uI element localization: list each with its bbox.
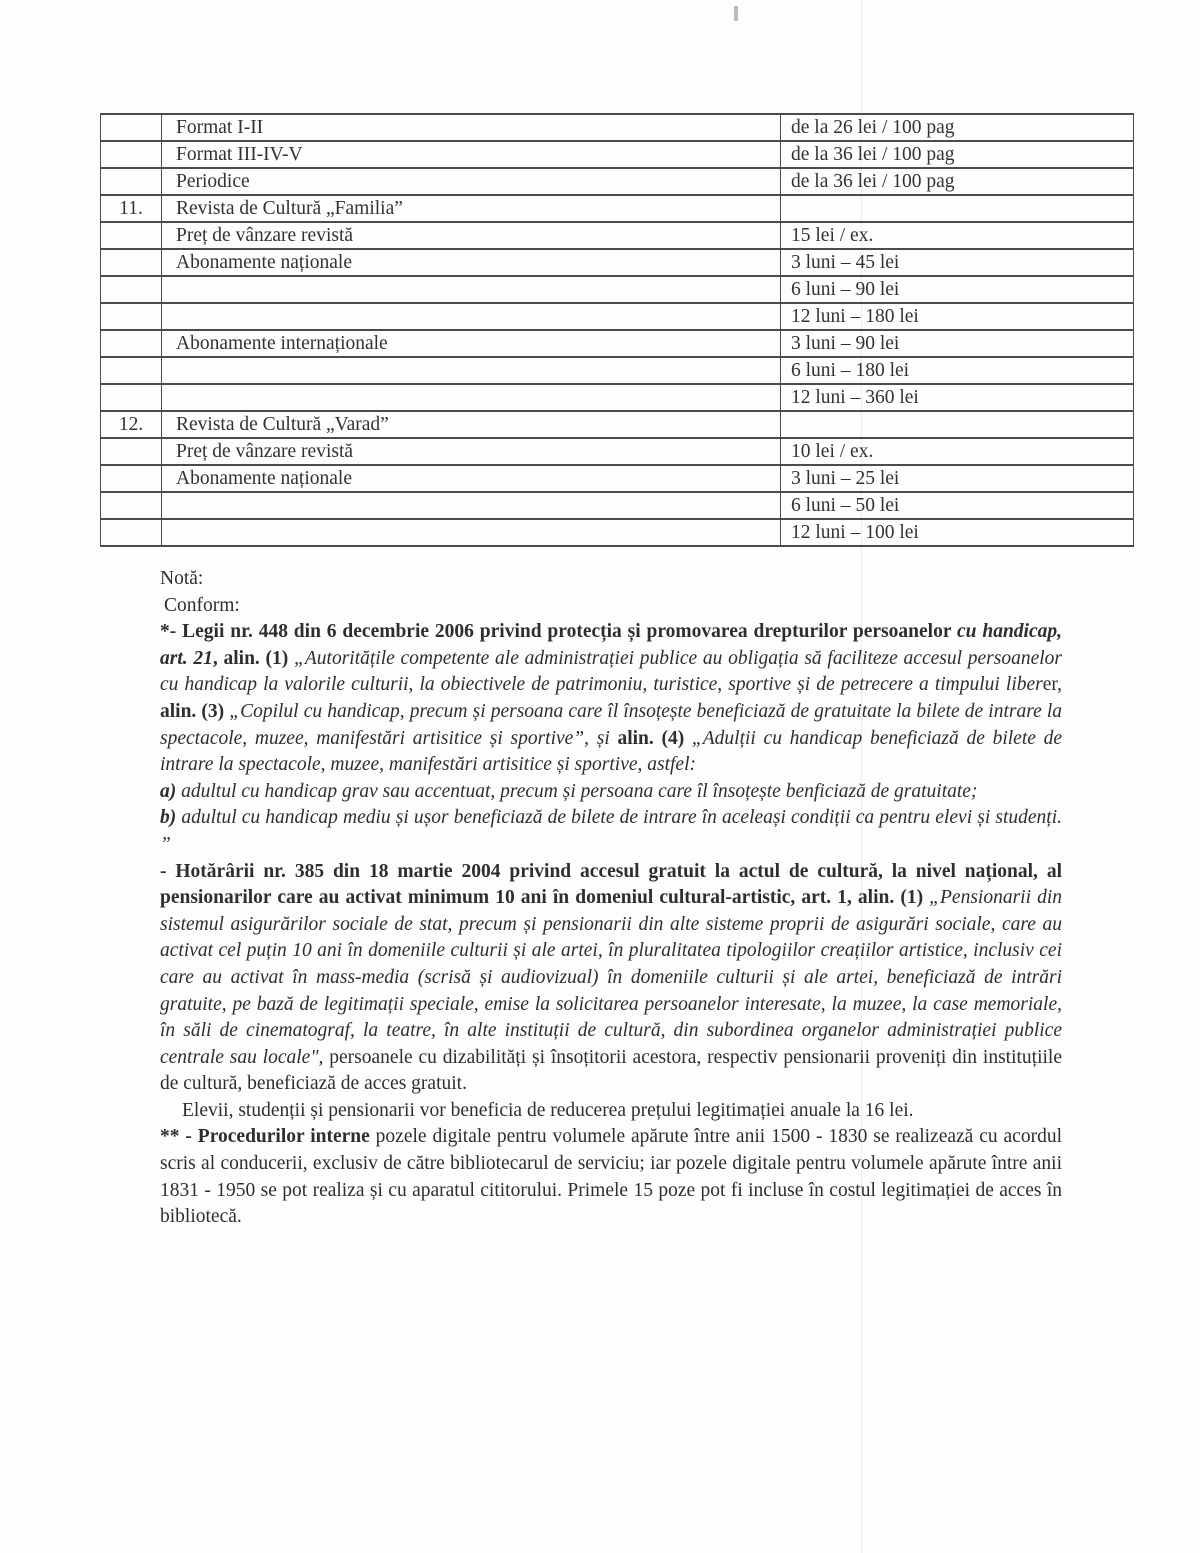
price-cell: 6 luni – 180 lei bbox=[781, 357, 1134, 384]
table-row bbox=[101, 357, 1134, 384]
table-row bbox=[101, 276, 1134, 303]
segment: - Hotărârii nr. 385 din 18 martie 2004 privind accesul gratuit la actul de cultură, la nivel național, al pensionarilor care au activat minimum 10 ani în domeniul cultural-artistic, art. 1, alin. (1) bbox=[160, 860, 1062, 909]
segment: „Pensionarii din sistemul asigurărilor sociale de stat, precum și pensionarii din alte sisteme proprii de asigurări sociale, care au activat cel puțin 10 ani în domeniile culturii și ale artei, în pluralitatea tipologiilor creațiilor artistice, inclusiv cei care au activat în mass-media (scrisă și audiovizual) în domeniile culturii și ale artei, beneficiază de intrări gratuite, pe bază de legitimații speciale, emise la solicitarea persoanelor interesate, la muzee, la case memoriale, în săli de cinematograf, la teatre, în alte instituții de cultură, din subordinea organelor administrației publice centrale sau locale", bbox=[160, 887, 1063, 1068]
conform-heading: Conform: bbox=[164, 594, 240, 616]
price-cell: 3 luni – 90 lei bbox=[781, 330, 1134, 357]
note-heading: Notă: bbox=[160, 568, 204, 589]
table-row bbox=[101, 249, 1134, 276]
price-cell: de la 26 lei / 100 pag bbox=[781, 114, 1134, 141]
item-cell bbox=[162, 492, 781, 519]
item-cell: Revista de Cultură „Varad” bbox=[162, 411, 781, 438]
segment: b) bbox=[160, 807, 177, 829]
price-table bbox=[100, 113, 1134, 547]
table-row bbox=[101, 465, 1134, 492]
price-cell bbox=[781, 195, 1134, 222]
price-cell: 3 luni – 45 lei bbox=[781, 249, 1134, 276]
table-row bbox=[101, 168, 1134, 195]
segment: „Adulții cu handicap beneficiază de bilete de intrare la spectacole, muzee, manifestări artisitice și sportive, astfel: bbox=[160, 727, 1063, 776]
price-cell: 3 luni – 25 lei bbox=[781, 465, 1134, 492]
table-row bbox=[101, 384, 1134, 411]
item-cell: Abonamente naționale bbox=[162, 465, 781, 492]
segment: *- Legii nr. 448 din 6 decembrie 2006 privind protecția și promovarea drepturilor persoanelor bbox=[160, 621, 957, 643]
row-number-cell bbox=[101, 222, 162, 249]
price-cell: 12 luni – 360 lei bbox=[781, 384, 1134, 411]
table-row bbox=[101, 492, 1134, 519]
segment: adultul cu handicap grav sau accentuat, precum și persoana care îl însoțește benficiază de gratuitate; bbox=[176, 780, 978, 802]
item-cell bbox=[162, 519, 781, 546]
item-cell: Format I-II bbox=[162, 114, 781, 141]
item-cell bbox=[162, 357, 781, 384]
segment: er, bbox=[1042, 674, 1062, 696]
item-cell: Format III-IV-V bbox=[162, 141, 781, 168]
segment: „Autoritățile competente ale administrației publice au obligația să faciliteze accesul persoanelor cu handicap la valorile culturii, la obiectivele de patrimoniu, turistice, sportive și de petrecere a timpului liber bbox=[160, 647, 1062, 696]
price-table-body bbox=[101, 114, 1134, 546]
paragraph-item-a bbox=[160, 779, 1062, 806]
table-row bbox=[101, 438, 1134, 465]
price-cell: 15 lei / ex. bbox=[781, 222, 1134, 249]
segment: adultul cu handicap mediu și ușor beneficiază de bilete de intrare în aceleași condiții ca pentru elevi și studenți. ” bbox=[160, 807, 1062, 855]
item-cell: Periodice bbox=[162, 168, 781, 195]
row-number-cell bbox=[101, 465, 162, 492]
table-row bbox=[101, 519, 1134, 546]
table-row bbox=[101, 411, 1134, 438]
table-row bbox=[101, 330, 1134, 357]
row-number-cell bbox=[101, 519, 162, 546]
price-cell: de la 36 lei / 100 pag bbox=[781, 168, 1134, 195]
item-cell bbox=[162, 276, 781, 303]
price-cell: 12 luni – 180 lei bbox=[781, 303, 1134, 330]
item-cell: Preț de vânzare revistă bbox=[162, 438, 781, 465]
segment: , alin. (1) bbox=[212, 647, 295, 669]
row-number-cell bbox=[101, 141, 162, 168]
row-number-cell bbox=[101, 330, 162, 357]
price-cell: 6 luni – 50 lei bbox=[781, 492, 1134, 519]
paragraph-decision-385 bbox=[160, 859, 1062, 1098]
row-number-cell bbox=[101, 438, 162, 465]
item-cell: Revista de Cultură „Familia” bbox=[162, 195, 781, 222]
scan-artifact-tick bbox=[734, 6, 738, 21]
table-row bbox=[101, 195, 1134, 222]
table-row bbox=[101, 141, 1134, 168]
row-number-cell bbox=[101, 303, 162, 330]
segment: „Copilul cu handicap, precum și persoana care îl însoțește beneficiază de gratuitate la bilete de intrare la spectacole, muzee, manifestări artisitice și sportive”, și bbox=[160, 700, 1062, 749]
table-row bbox=[101, 114, 1134, 141]
price-cell: de la 36 lei / 100 pag bbox=[781, 141, 1134, 168]
row-number-cell bbox=[101, 276, 162, 303]
table-row bbox=[101, 303, 1134, 330]
item-cell bbox=[162, 384, 781, 411]
item-cell: Abonamente internaționale bbox=[162, 330, 781, 357]
table-row bbox=[101, 222, 1134, 249]
paragraph-elevii: Elevii, studenții și pensionarii vor beneficia de reducerea prețului legitimației anuale la 16 lei. bbox=[182, 1099, 914, 1121]
row-number-cell: 11. bbox=[101, 195, 162, 222]
segment: alin. (4) bbox=[617, 727, 692, 749]
item-cell: Preț de vânzare revistă bbox=[162, 222, 781, 249]
row-number-cell: 12. bbox=[101, 411, 162, 438]
row-number-cell bbox=[101, 492, 162, 519]
price-cell bbox=[781, 411, 1134, 438]
segment: cu handicap, art. 21 bbox=[160, 621, 1063, 669]
row-number-cell bbox=[101, 114, 162, 141]
row-number-cell bbox=[101, 168, 162, 195]
price-cell: 12 luni – 100 lei bbox=[781, 519, 1134, 546]
paragraph-proceduri-interne bbox=[160, 1124, 1062, 1230]
item-cell bbox=[162, 303, 781, 330]
row-number-cell bbox=[101, 384, 162, 411]
item-cell: Abonamente naționale bbox=[162, 249, 781, 276]
paragraph-law-448 bbox=[160, 619, 1062, 779]
segment: a) bbox=[160, 780, 177, 802]
price-cell: 10 lei / ex. bbox=[781, 438, 1134, 465]
note-section bbox=[160, 566, 1062, 1231]
paragraph-item-b bbox=[160, 805, 1062, 858]
row-number-cell bbox=[101, 249, 162, 276]
segment: alin. (3) bbox=[160, 700, 230, 722]
row-number-cell bbox=[101, 357, 162, 384]
segment: persoanele cu dizabilități și însoțitorii acestora, respectiv pensionarii proveniți din instituțiile de cultură, beneficiază de acces gratuit. bbox=[160, 1046, 1062, 1095]
segment: pozele digitale pentru volumele apărute între anii 1500 - 1830 se realizează cu acordul scris al conducerii, exclusiv de către bibliotecarul de serviciu; iar pozele digitale pentru volumele apărute între anii 1831 - 1950 se pot realiza și cu aparatul cititorului. Primele 15 poze pot fi incluse în costul legitimației de acces în bibliotecă. bbox=[160, 1126, 1063, 1228]
price-cell: 6 luni – 90 lei bbox=[781, 276, 1134, 303]
segment: ** - Procedurilor interne bbox=[160, 1126, 370, 1148]
